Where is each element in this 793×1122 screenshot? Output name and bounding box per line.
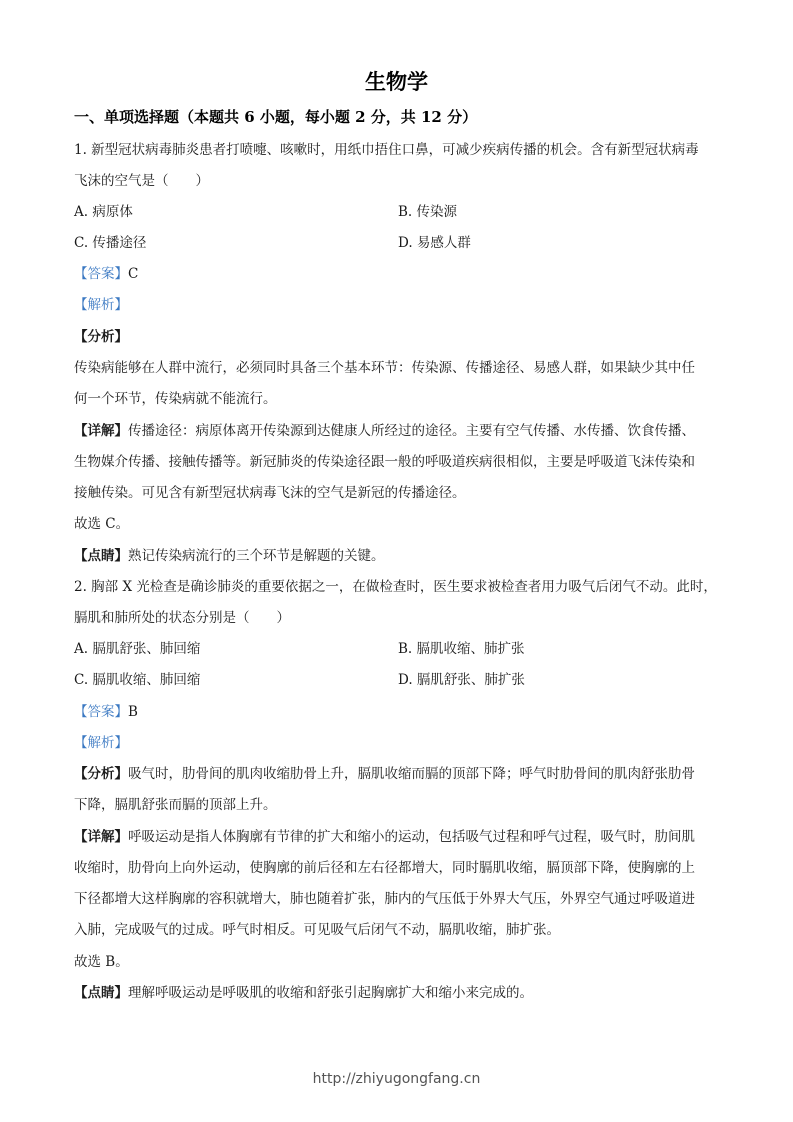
q2-detail-line-4: 入肺，完成吸气的过成。呼气时相反。可见吸气后闭气不动，膈肌收缩，肺扩张。 — [74, 922, 560, 938]
page-title: 生物学 — [365, 69, 428, 94]
q1-option-c: C. 传播途径 — [74, 235, 147, 251]
q1-choose: 故选 C。 — [74, 516, 130, 532]
q1-stem-line-1: 1. 新型冠状病毒肺炎患者打喷嚏、咳嗽时，用纸巾捂住口鼻，可减少疾病传播的机会。含有新型冠状病毒 — [74, 142, 699, 158]
q1-option-a: A. 病原体 — [74, 204, 133, 220]
detail-tag: 【详解】 — [74, 423, 128, 439]
q1-fenxi-line-2: 何一个环节，传染病就不能流行。 — [74, 391, 277, 407]
q2-detail-line-2: 收缩时，肋骨向上向外运动，使胸廓的前后径和左右径都增大，同时膈肌收缩，膈顶部下降，使胸廓的上 — [74, 860, 695, 876]
q2-detail-line-1: 【详解】呼吸运动是指人体胸廓有节律的扩大和缩小的运动，包括吸气过程和呼气过程，吸气时，肋间肌 — [74, 829, 695, 845]
q2-stem-line-1: 2. 胸部 X 光检查是确诊肺炎的重要依据之一，在做检查时，医生要求被检查者用力吸气后闭气不动。此时， — [74, 579, 717, 595]
q1-analysis-tag: 【解析】 — [74, 297, 128, 313]
q1-option-d: D. 易感人群 — [398, 235, 471, 251]
footer-url[interactable]: http://zhiyugongfang.cn — [312, 1071, 481, 1087]
q2-option-d: D. 膈肌舒张、肺扩张 — [398, 672, 525, 688]
detail-tag: 【详解】 — [74, 829, 128, 845]
q2-answer: B — [128, 704, 138, 720]
q2-answer-line — [74, 702, 138, 722]
q1-option-b: B. 传染源 — [398, 204, 458, 220]
q2-choose: 故选 B。 — [74, 954, 129, 970]
q1-answer-line — [74, 264, 138, 284]
q2-analysis-tag: 【解析】 — [74, 735, 128, 751]
q1-detail-line-3: 接触传染。可见含有新型冠状病毒飞沫的空气是新冠的传播途径。 — [74, 485, 466, 501]
section-heading: 一、单项选择题（本题共 6 小题，每小题 2 分，共 12 分） — [74, 108, 478, 126]
q2-detail-line-3: 下径都增大这样胸廓的容积就增大，肺也随着扩张，肺内的气压低于外界大气压，外界空气通过呼吸道进 — [74, 891, 695, 907]
answer-tag: 【答案】 — [74, 704, 128, 720]
q1-fenxi-line-1: 传染病能够在人群中流行，必须同时具备三个基本环节：传染源、传播途径、易感人群，如果缺少其中任 — [74, 360, 695, 376]
q1-stem-line-2: 飞沫的空气是（ ） — [74, 173, 209, 189]
q1-dianjing-line: 【点睛】熟记传染病流行的三个环节是解题的关键。 — [74, 548, 385, 564]
q2-option-a: A. 膈肌舒张、肺回缩 — [74, 641, 201, 657]
q1-answer: C — [128, 266, 139, 282]
q1-detail-line-2: 生物媒介传播、接触传播等。新冠肺炎的传染途径跟一般的呼吸道疾病很相似，主要是呼吸道飞沫传染和 — [74, 454, 695, 470]
q2-option-c: C. 膈肌收缩、肺回缩 — [74, 672, 201, 688]
q1-fenxi-tag: 【分析】 — [74, 329, 128, 345]
answer-tag: 【答案】 — [74, 266, 128, 282]
q2-option-b: B. 膈肌收缩、肺扩张 — [398, 641, 525, 657]
q2-dianjing-line: 【点睛】理解呼吸运动是呼吸肌的收缩和舒张引起胸廓扩大和缩小来完成的。 — [74, 985, 533, 1001]
dianjing-tag: 【点睛】 — [74, 548, 128, 564]
q1-detail-line-1: 【详解】传播途径：病原体离开传染源到达健康人所经过的途径。主要有空气传播、水传播、饮食传播、 — [74, 423, 695, 439]
fenxi-tag: 【分析】 — [74, 766, 128, 782]
q2-fenxi-line-2: 下降，膈肌舒张而膈的顶部上升。 — [74, 797, 277, 813]
q2-fenxi-line-1: 【分析】吸气时，肋骨间的肌肉收缩肋骨上升，膈肌收缩而膈的顶部下降；呼气时肋骨间的肌肉舒张肋骨 — [74, 766, 695, 782]
dianjing-tag: 【点睛】 — [74, 985, 128, 1001]
q2-stem-line-2: 膈肌和肺所处的状态分别是（ ） — [74, 610, 290, 626]
